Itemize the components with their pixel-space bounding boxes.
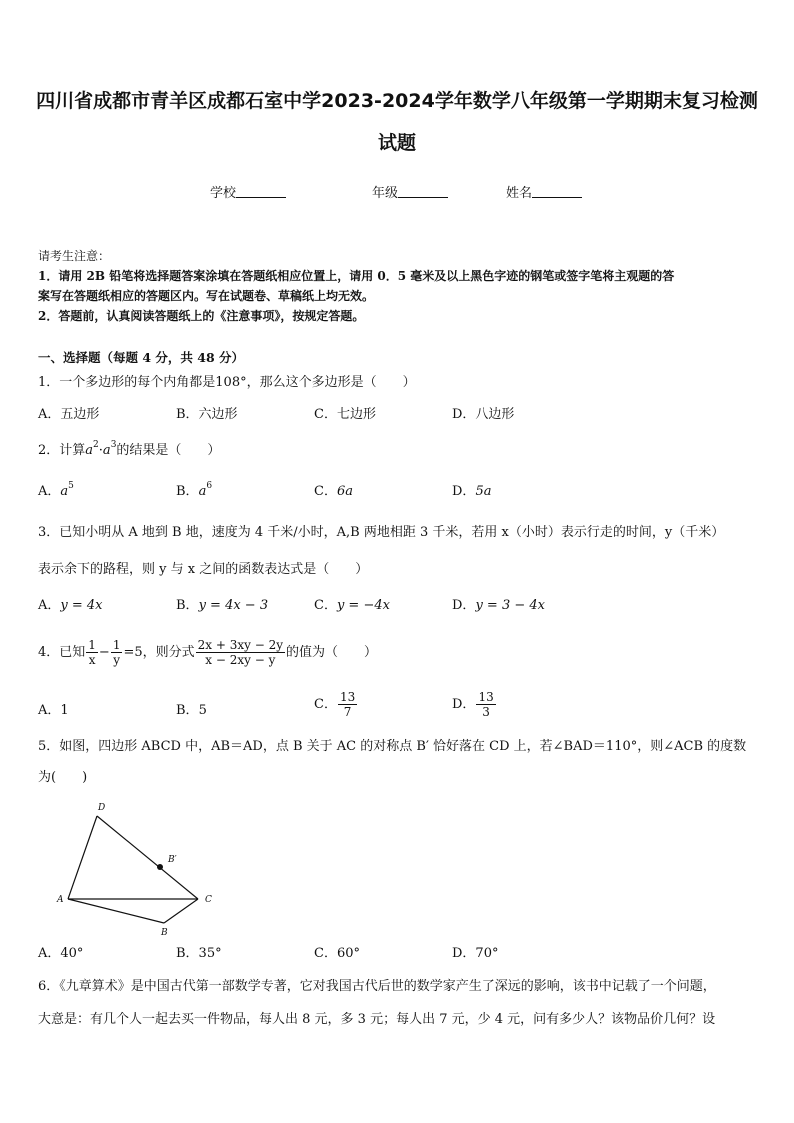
name-label: 姓名 xyxy=(506,186,533,201)
q4-opt-b-value: 5 xyxy=(198,703,207,718)
q2-base-b: a xyxy=(102,443,111,458)
q4-label-c: C． xyxy=(314,697,337,712)
q3-label-c: C． xyxy=(314,598,337,613)
q3-opt-d-value: y = 3 − 4x xyxy=(475,598,545,613)
grade-field xyxy=(372,182,448,201)
q4-fraction-1 xyxy=(86,638,98,667)
q2-stem-prefix: 2．计算 xyxy=(38,443,86,458)
q2-label-d: D． xyxy=(452,484,476,499)
question-5-line1: 5．如图，四边形 ABCD 中，AB＝AD，点 B 关于 AC 的对称点 B′ 恰好落在 CD 上，若∠BAD＝110°，则∠ACB 的度数 xyxy=(38,739,747,754)
q4-f1-den: x xyxy=(88,653,96,667)
school-field xyxy=(210,182,286,201)
q3-opt-a-value: y = 4x xyxy=(60,598,103,613)
q4-opt-a-value: 1 xyxy=(60,703,69,718)
q2-opt-d-value: 5a xyxy=(475,484,492,499)
q4-fraction-3 xyxy=(196,638,285,667)
q4-f1-num: 1 xyxy=(88,638,96,652)
school-label: 学校 xyxy=(210,186,237,201)
q3-option-b xyxy=(176,596,268,616)
q4-opt-c-den: 7 xyxy=(343,705,352,719)
q3-option-d xyxy=(452,596,545,616)
notes-item-1a: 1．请用 2B 铅笔将选择题答案涂填在答题纸相应位置上，请用 0．5 毫米及以上黑色字迹的钢笔或签字笔将主观题的答 xyxy=(38,269,675,283)
q4-opt-d-den: 3 xyxy=(482,705,490,719)
notes-item-1b: 案写在答题纸相应的答题区内。写在试题卷、草稿纸上均无效。 xyxy=(38,289,375,303)
q3-option-c xyxy=(314,596,390,616)
label-d: D xyxy=(98,803,106,813)
quadrilateral-figure xyxy=(54,798,224,942)
q4-label-a: A． xyxy=(38,703,61,718)
q1-option-a: A．五边形 xyxy=(38,407,100,422)
q2-option-c xyxy=(314,482,353,502)
q4-eq: =5，则分式 xyxy=(123,645,195,660)
segment-DC xyxy=(97,816,198,899)
section-title: 一、选择题（每题 4 分，共 48 分） xyxy=(38,350,245,365)
segment-BC xyxy=(164,899,198,923)
label-b-prime: B′ xyxy=(168,855,177,865)
q2-option-a xyxy=(38,482,74,502)
question-1-stem: 1．一个多边形的每个内角都是108°，那么这个多边形是（ ） xyxy=(38,375,416,390)
q2-opt-a-exp: 5 xyxy=(68,481,74,491)
q3-label-d: D． xyxy=(452,598,476,613)
exam-title-line1: 四川省成都市青羊区成都石室中学2023-2024学年数学八年级第一学期期末复习检测 xyxy=(36,90,758,112)
q2-exp-b: 3 xyxy=(110,440,117,450)
q5-option-b: B．35° xyxy=(176,946,222,961)
q4-f3-num: 2x + 3xy − 2y xyxy=(197,638,284,652)
q2-label-c: C． xyxy=(314,484,337,499)
label-a: A xyxy=(57,895,64,905)
notes-heading: 请考生注意： xyxy=(38,249,111,263)
q4-fraction-2 xyxy=(111,638,123,667)
label-c: C xyxy=(205,895,212,905)
q2-stem-suffix: 的结果是（ ） xyxy=(116,443,221,458)
grade-label: 年级 xyxy=(372,186,399,201)
q4-opt-c-fraction xyxy=(338,690,357,719)
q3-label-a: A． xyxy=(38,598,61,613)
segment-AB xyxy=(68,899,164,923)
q3-option-a xyxy=(38,596,103,616)
q4-option-d xyxy=(452,690,497,719)
question-4-stem xyxy=(38,638,760,667)
q4-f2-num: 1 xyxy=(112,638,121,652)
q1-option-b: B．六边形 xyxy=(176,407,238,422)
q4-option-b xyxy=(176,701,207,721)
q2-opt-b-exp: 6 xyxy=(206,481,213,491)
question-3-line1: 3．已知小明从 A 地到 B 地，速度为 4 千米/小时，A,B 两地相距 3 千米，若用 x（小时）表示行走的时间，y（千米） xyxy=(38,525,725,540)
q4-opt-d-fraction xyxy=(476,690,495,719)
question-5-line2: 为( ) xyxy=(38,770,88,785)
q5-option-c: C．60° xyxy=(314,946,360,961)
name-blank xyxy=(532,185,582,198)
q2-opt-c-value: 6a xyxy=(336,484,353,499)
question-6-line2: 大意是：有几个人一起去买一件物品，每人出 8 元，多 3 元；每人出 7 元，少 4 元，问有多少人？该物品价几何？设 xyxy=(38,1012,716,1027)
q4-minus: − xyxy=(98,645,110,660)
point-b-prime xyxy=(157,864,163,870)
q4-label-d: D． xyxy=(452,697,476,712)
q2-label-a: A． xyxy=(38,484,61,499)
question-3-line2: 表示余下的路程，则 y 与 x 之间的函数表达式是（ ） xyxy=(38,562,369,577)
name-field xyxy=(506,182,582,201)
question-2-stem xyxy=(38,441,760,461)
notes-item-2: 2．答题前，认真阅读答题纸上的《注意事项》，按规定答题。 xyxy=(38,309,365,323)
q4-option-c xyxy=(314,690,358,719)
exam-notes xyxy=(38,246,758,326)
school-blank xyxy=(236,185,286,198)
q3-opt-c-value: y = −4x xyxy=(336,598,390,613)
label-b: B xyxy=(161,928,168,938)
q2-exp-a: 2 xyxy=(93,440,99,450)
segment-DA xyxy=(68,816,97,899)
q5-option-a: A．40° xyxy=(38,946,84,961)
exam-title-line2: 试题 xyxy=(377,132,416,154)
q4-f3-den: x − 2xy − y xyxy=(205,653,276,667)
q5-option-d: D．70° xyxy=(452,946,499,961)
grade-blank xyxy=(398,185,448,198)
q2-option-d xyxy=(452,482,491,502)
question-6-line1: 6．《九章算术》是中国古代第一部数学专著，它对我国古代后世的数学家产生了深远的影响，该书中记载了一个问题， xyxy=(38,979,716,994)
q3-opt-b-value: y = 4x − 3 xyxy=(198,598,269,613)
q2-opt-b-base: a xyxy=(198,484,207,499)
q3-label-b: B． xyxy=(176,598,199,613)
q4-opt-c-num: 13 xyxy=(339,690,356,704)
q2-opt-a-base: a xyxy=(60,484,69,499)
q4-suffix: 的值为（ ） xyxy=(286,645,378,660)
q4-f2-den: y xyxy=(113,653,121,667)
q1-option-c: C．七边形 xyxy=(314,407,376,422)
q2-base-a: a xyxy=(85,443,94,458)
q2-dot: · xyxy=(98,443,103,458)
q4-label-b: B． xyxy=(176,703,199,718)
q4-prefix: 4．已知 xyxy=(38,645,86,660)
q1-option-d: D．八边形 xyxy=(452,407,515,422)
q4-opt-d-num: 13 xyxy=(478,690,494,704)
q2-label-b: B． xyxy=(176,484,199,499)
q2-option-b xyxy=(176,482,212,502)
q4-option-a xyxy=(38,701,69,721)
